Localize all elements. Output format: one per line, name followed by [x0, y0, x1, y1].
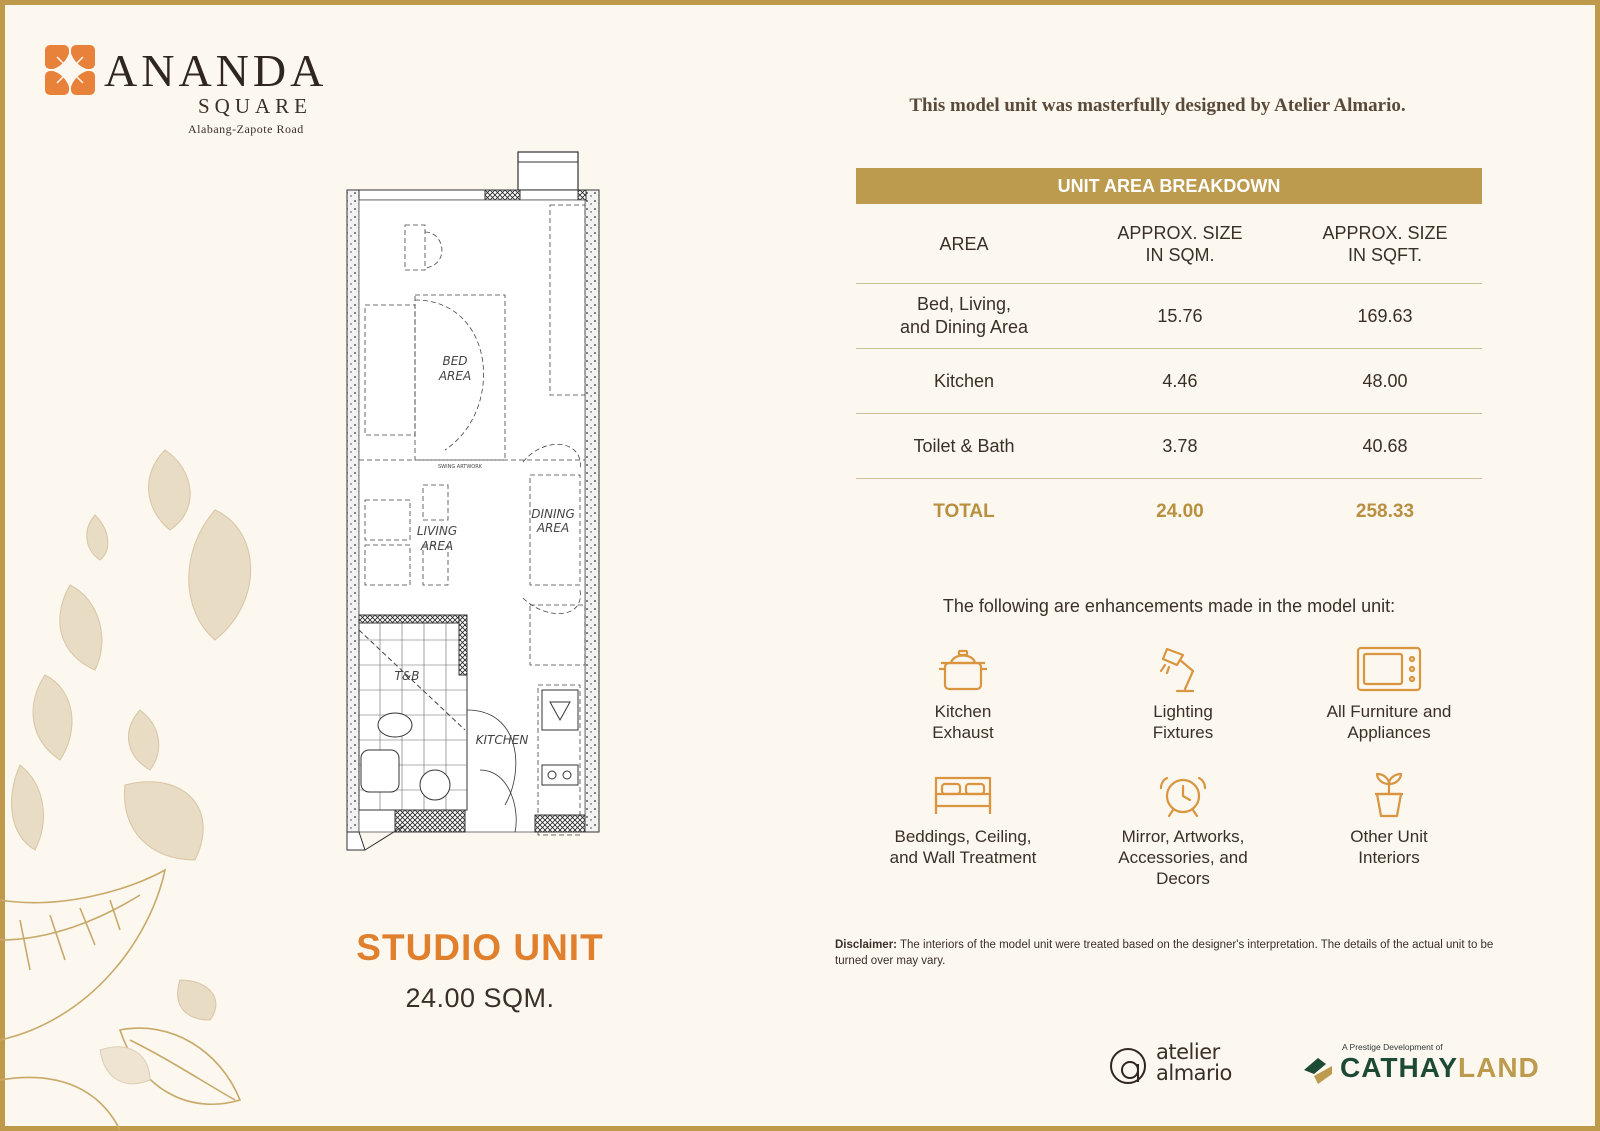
- atelier-mark-icon: [1108, 1046, 1150, 1088]
- pot-icon: [933, 645, 993, 695]
- enhancement-label: Kitchen Exhaust: [932, 702, 994, 742]
- atelier-line1: atelier: [1156, 1040, 1220, 1064]
- total-sqft: 258.33: [1288, 479, 1482, 544]
- unit-area: 24.00 SQM.: [405, 983, 555, 1013]
- atelier-line2: almario: [1156, 1061, 1232, 1085]
- header-sqm-line2: IN SQM.: [1145, 244, 1215, 265]
- label-dining-2: AREA: [536, 521, 570, 535]
- label-artwork: SWING ARTWORK: [437, 464, 483, 470]
- bed-icon: [930, 770, 996, 820]
- atelier-almario-logo: [1108, 1042, 1258, 1090]
- enhancement-lighting: [1083, 645, 1283, 743]
- table-row: [856, 284, 1482, 349]
- plant-pot-icon: [1359, 770, 1419, 820]
- ananda-logo-mark-icon: [44, 44, 96, 96]
- row-area-line1: Bed, Living,: [916, 294, 1012, 314]
- cathayland-mark-icon: [1300, 1052, 1336, 1088]
- unit-area-breakdown: [856, 168, 1482, 543]
- breakdown-title: UNIT AREA BREAKDOWN: [856, 168, 1482, 204]
- row-sqft: 48.00: [1288, 349, 1482, 414]
- total-sqm: 24.00: [1072, 479, 1288, 544]
- breakdown-table: [856, 204, 1482, 543]
- brand-sub: SQUARE: [198, 94, 313, 118]
- disclaimer: [835, 937, 1505, 969]
- enhancement-furniture: [1289, 645, 1489, 743]
- disclaimer-label: Disclaimer:: [835, 939, 898, 951]
- label-bed-1: BED: [442, 354, 468, 368]
- table-row: [856, 349, 1482, 414]
- brand-name: ANANDA: [104, 45, 328, 96]
- cathayland-tagline: A Prestige Development of: [1342, 1042, 1443, 1052]
- table-total-row: [856, 479, 1482, 544]
- label-tb: T&B: [394, 669, 420, 683]
- label-kitchen: KITCHEN: [475, 733, 529, 747]
- enhancement-decors: [1083, 770, 1283, 889]
- decorative-leaves-icon: [0, 440, 300, 1130]
- label-dining-1: DINING: [531, 507, 575, 521]
- cathay-text: CATHAY: [1340, 1052, 1459, 1083]
- enhancement-label: Beddings, Ceiling, and Wall Treatment: [889, 827, 1037, 867]
- atelier-wordmark: [1156, 1042, 1232, 1084]
- header-sqft-line1: APPROX. SIZE: [1322, 222, 1448, 243]
- studio-floor-plan: [345, 150, 615, 870]
- unit-title: STUDIO UNIT: [356, 927, 604, 968]
- cathayland-logo: [1300, 1042, 1560, 1090]
- total-label: TOTAL: [856, 479, 1072, 544]
- microwave-icon: [1354, 645, 1424, 695]
- enhancement-kitchen-exhaust: [863, 645, 1063, 743]
- enhancements-title: The following are enhancements made in the model unit:: [942, 596, 1396, 616]
- header-area: AREA: [939, 233, 989, 254]
- table-row: [856, 414, 1482, 479]
- enhancement-label: Other Unit Interiors: [1350, 827, 1428, 867]
- row-area: Kitchen: [856, 349, 1072, 414]
- enhancement-label: Lighting Fixtures: [1152, 702, 1214, 742]
- label-bed-2: AREA: [438, 369, 472, 383]
- row-sqft: 169.63: [1288, 284, 1482, 349]
- enhancement-interiors: [1289, 770, 1489, 868]
- enhancement-label: Mirror, Artworks, Accessories, and Decors: [1118, 827, 1248, 888]
- row-sqm: 15.76: [1072, 284, 1288, 349]
- header-sqm: [1072, 204, 1288, 284]
- alarm-clock-icon: [1153, 770, 1213, 820]
- row-sqft: 40.68: [1288, 414, 1482, 479]
- row-area: [856, 284, 1072, 349]
- enhancement-label: All Furniture and Appliances: [1326, 702, 1452, 742]
- land-text: LAND: [1458, 1052, 1540, 1083]
- header-sqm-line1: APPROX. SIZE: [1117, 222, 1243, 243]
- designed-by-note: This model unit was masterfully designed by Atelier Almario.: [909, 95, 1406, 116]
- row-area-line2: and Dining Area: [899, 317, 1029, 337]
- lamp-icon: [1153, 645, 1213, 695]
- cathayland-wordmark: [1340, 1052, 1540, 1084]
- disclaimer-text: The interiors of the model unit were treated based on the designer's interpretation. The details of the actual unit to be turned over may vary.: [835, 939, 1494, 967]
- brand-road: Alabang-Zapote Road: [188, 122, 304, 136]
- label-living-2: AREA: [420, 539, 454, 553]
- header-sqft: [1288, 204, 1482, 284]
- ananda-square-logo: [44, 44, 334, 144]
- enhancement-beddings: [863, 770, 1063, 868]
- header-sqft-line2: IN SQFT.: [1347, 244, 1422, 265]
- label-living-1: LIVING: [416, 524, 458, 538]
- table-header-row: [856, 204, 1482, 284]
- row-sqm: 4.46: [1072, 349, 1288, 414]
- row-area: Toilet & Bath: [856, 414, 1072, 479]
- row-sqm: 3.78: [1072, 414, 1288, 479]
